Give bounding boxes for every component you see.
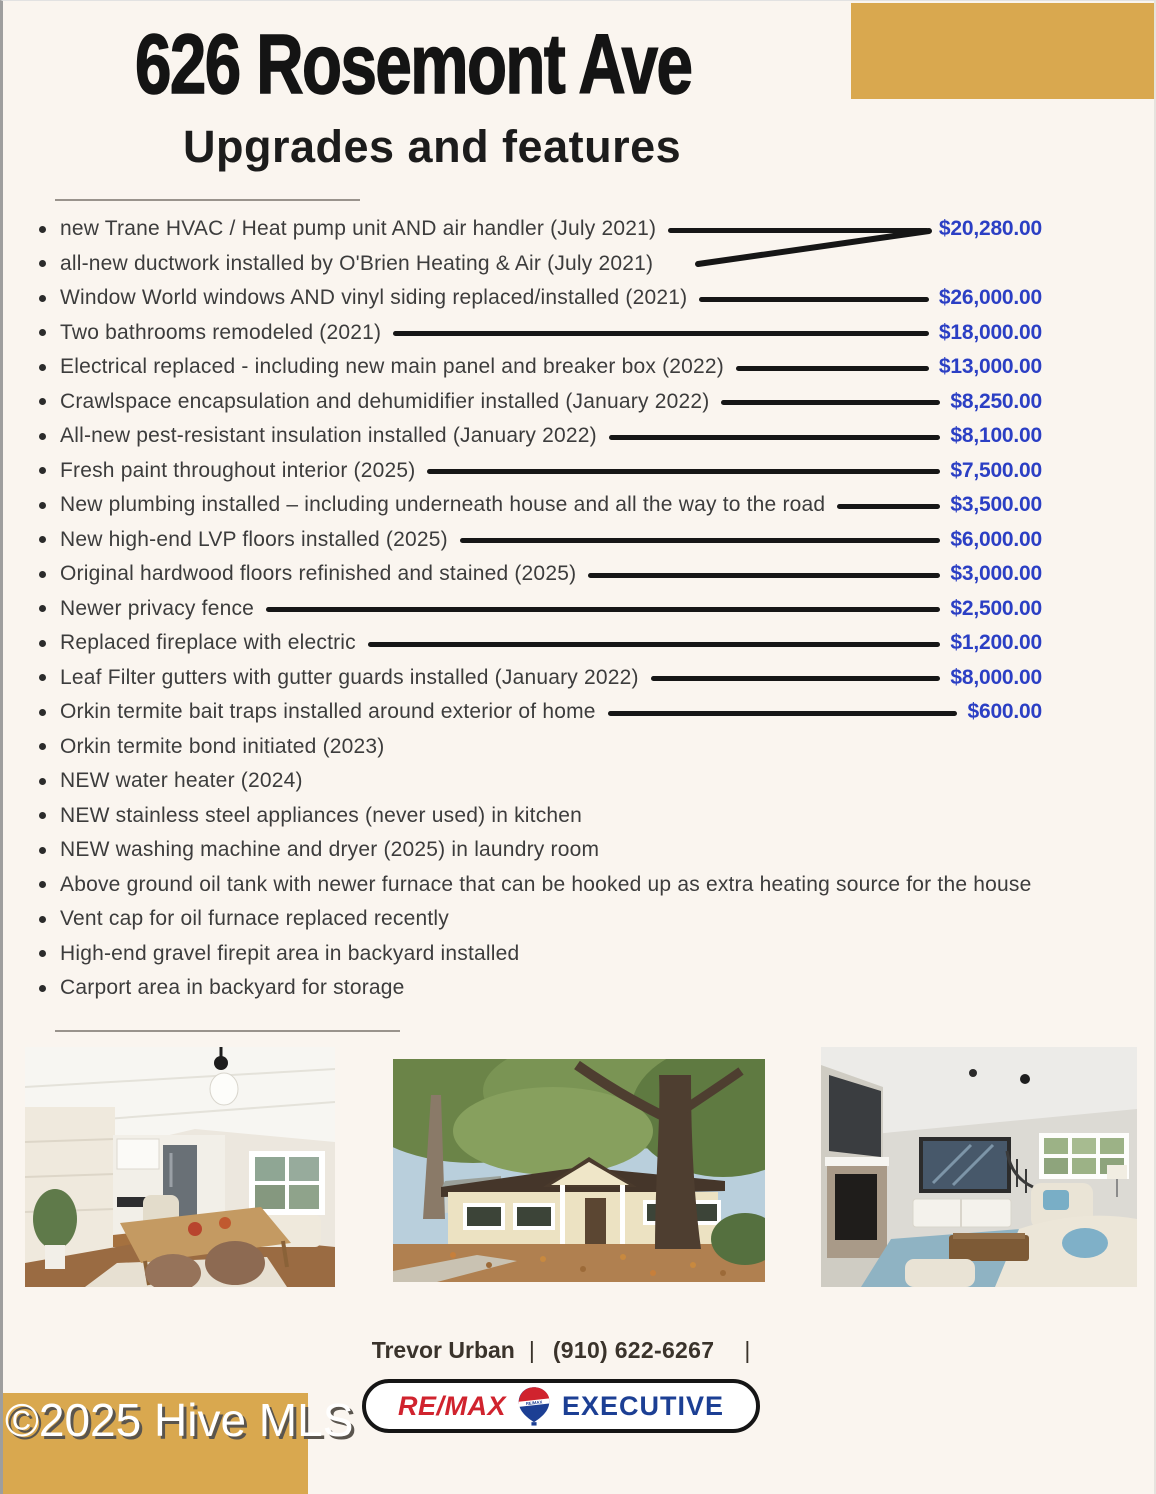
price-leader-line [588,573,940,578]
phone-number: (910) 622-6267 [552,1337,715,1364]
bullet-icon [39,950,46,957]
photo-dining-room [25,1047,335,1287]
upgrade-text: Window World windows AND vinyl siding replaced/installed (2021) [60,286,688,310]
upgrade-row [39,936,1154,971]
upgrade-price: $18,000.00 [938,320,1042,344]
price-leader-line [837,504,940,509]
upgrade-price: $3,500.00 [950,493,1042,517]
price-leader-line [460,538,941,543]
upgrade-row [39,798,1154,833]
bullet-icon [39,571,46,578]
upgrade-row [39,902,1154,937]
upgrade-price: $2,500.00 [950,596,1042,620]
upgrade-price: $13,000.00 [938,355,1042,379]
upgrade-text: new Trane HVAC / Heat pump unit AND air handler (July 2021) [60,217,657,241]
upgrade-text: Leaf Filter gutters with gutter guards installed (January 2022) [60,665,639,689]
upgrade-text: Orkin termite bait traps installed around exterior of home [60,700,596,724]
upgrade-price: $600.00 [967,700,1042,724]
bullet-icon [39,226,46,233]
mls-watermark-block [3,1393,354,1494]
upgrade-text: Carport area in backyard for storage [60,976,405,1000]
upgrade-price: $7,500.00 [950,458,1042,482]
bullet-icon [39,536,46,543]
header-divider [55,199,360,201]
bullet-icon [39,674,46,681]
upgrade-row [39,764,1154,799]
upgrade-text: NEW washing machine and dryer (2025) in laundry room [60,838,600,862]
upgrade-text: Crawlspace encapsulation and dehumidifier installed (January 2022) [60,389,710,413]
upgrade-text: All-new pest-resistant insulation installed (January 2022) [60,424,597,448]
upgrade-row [39,419,1154,454]
upgrade-price: $20,280.00 [938,217,1042,241]
upgrade-price: $26,000.00 [938,286,1042,310]
bullet-icon [39,847,46,854]
upgrade-row [39,453,1154,488]
separator-bar: | [744,1337,751,1364]
upgrade-row [39,626,1154,661]
photo-living-room [821,1047,1137,1287]
remax-wordmark: RE/MAX [397,1390,506,1421]
bullet-icon [39,812,46,819]
upgrade-row [39,971,1154,1006]
page-title: 626 Rosemont Ave [135,17,692,111]
photo-strip [25,1047,1154,1287]
upgrade-text: Orkin termite bond initiated (2023) [60,734,385,758]
bullet-icon [39,640,46,647]
upgrade-row [39,729,1154,764]
mls-watermark-text: ©2025 Hive MLS [5,1394,354,1446]
bullet-icon [39,916,46,923]
upgrade-row [39,833,1154,868]
upgrade-row [39,350,1154,385]
upgrade-text: New plumbing installed – including underneath house and all the way to the road [60,493,826,517]
upgrade-text: NEW stainless steel appliances (never used) in kitchen [60,803,583,827]
price-leader-line [668,228,929,233]
executive-wordmark: EXECUTIVE [561,1390,725,1421]
bullet-icon [39,778,46,785]
bullet-icon [39,985,46,992]
bullet-icon [39,502,46,509]
upgrade-price: $8,000.00 [950,665,1042,689]
bullet-icon [39,295,46,302]
upgrade-text: Two bathrooms remodeled (2021) [60,320,382,344]
price-leader-line [651,676,941,681]
contact-line [372,1337,751,1365]
upgrade-price: $1,200.00 [950,631,1042,655]
bullet-icon [39,709,46,716]
upgrade-row [39,591,1154,626]
upgrade-text: Above ground oil tank with newer furnace that can be hooked up as extra heating source for the house [60,872,1032,896]
upgrade-row [39,246,1154,281]
upgrade-text: Vent cap for oil furnace replaced recently [60,907,449,931]
price-leader-line [368,642,941,647]
upgrade-text: Fresh paint throughout interior (2025) [60,458,416,482]
gold-corner-block [851,3,1154,99]
price-leader-line [699,297,929,302]
upgrade-row [39,695,1154,730]
price-leader-line [427,469,940,474]
upgrade-row [39,867,1154,902]
remax-balloon-icon [517,1385,551,1427]
photos-divider [55,1030,400,1032]
upgrade-row [39,212,1154,247]
upgrade-row [39,557,1154,592]
price-leader-line [736,366,929,371]
upgrade-price: $6,000.00 [950,527,1042,551]
bullet-icon [39,467,46,474]
price-leader-line [609,435,941,440]
bullet-icon [39,743,46,750]
upgrade-price: $3,000.00 [950,562,1042,586]
upgrade-text: High-end gravel firepit area in backyard installed [60,941,520,965]
page-subtitle: Upgrades and features [183,120,682,172]
upgrades-list [3,212,1154,1006]
svg-text:RE/MAX: RE/MAX [525,1399,543,1407]
bullet-icon [39,260,46,267]
photo-house-exterior [393,1059,765,1282]
upgrade-text: Newer privacy fence [60,596,255,620]
upgrade-row [39,488,1154,523]
bullet-icon [39,329,46,336]
bullet-icon [39,364,46,371]
upgrade-price: $8,250.00 [950,389,1042,413]
bullet-icon [39,605,46,612]
upgrade-text: Electrical replaced - including new main panel and breaker box (2022) [60,355,724,379]
upgrade-row [39,522,1154,557]
price-leader-line [393,331,929,336]
upgrade-text: Original hardwood floors refinished and stained (2025) [60,562,577,586]
price-leader-line [608,711,958,716]
bullet-icon [39,881,46,888]
upgrade-text: Replaced fireplace with electric [60,631,356,655]
upgrade-price: $8,100.00 [950,424,1042,448]
upgrade-row [39,315,1154,350]
upgrade-text: NEW water heater (2024) [60,769,303,793]
bullet-icon [39,398,46,405]
upgrade-row [39,384,1154,419]
separator-bar: | [528,1337,535,1364]
remax-badge [362,1379,760,1433]
price-leader-line [266,607,940,612]
upgrade-text: New high-end LVP floors installed (2025) [60,527,448,551]
upgrade-row [39,660,1154,695]
agent-name: Trevor Urban [371,1337,515,1364]
price-leader-line [721,400,940,405]
upgrade-row [39,281,1154,316]
bullet-icon [39,433,46,440]
upgrade-text: all-new ductwork installed by O'Brien Heating & Air (July 2021) [60,251,654,275]
